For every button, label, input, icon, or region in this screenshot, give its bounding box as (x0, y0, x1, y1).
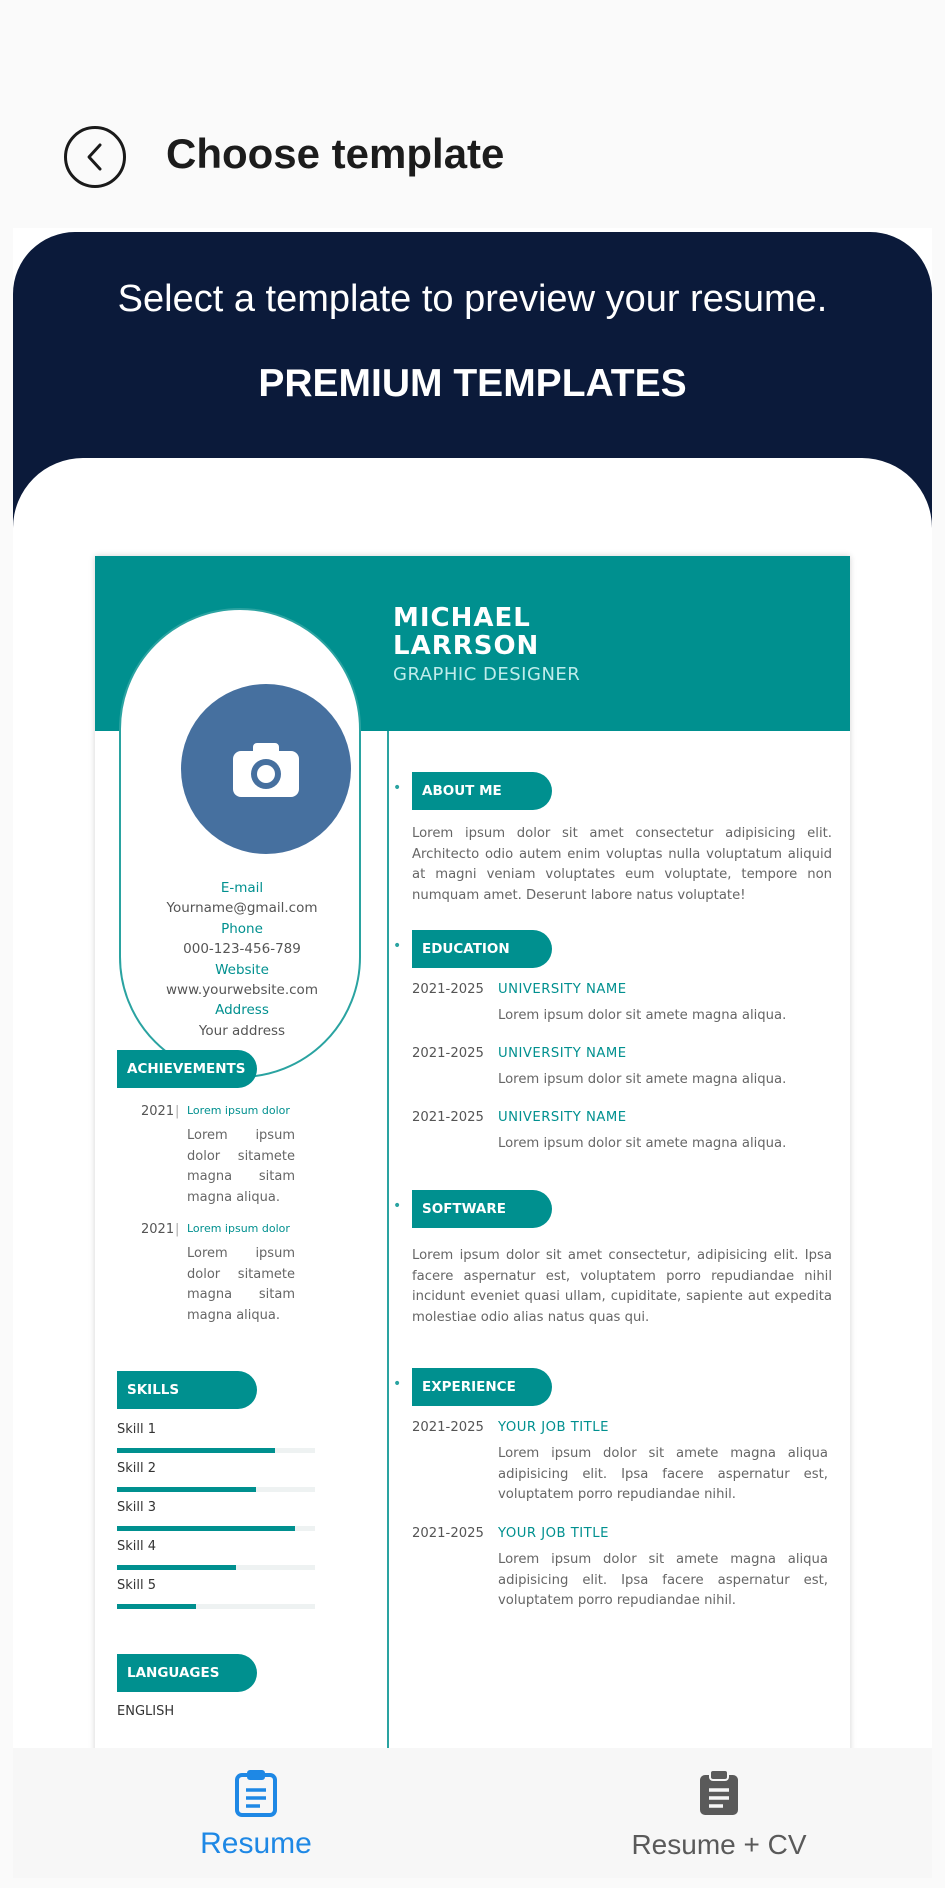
banner-heading: PREMIUM TEMPLATES (258, 362, 687, 405)
address-label: Address (215, 1002, 269, 1019)
clipboard-icon (234, 1768, 278, 1818)
skill-item (117, 1461, 315, 1476)
achievement-separator: | (175, 1222, 180, 1237)
software-text: Lorem ipsum dolor sit amet consectetur, adipisicing elit. Ipsa facere aspernatur est, voluptatem porro repudiandae nihil incidunt eveniet quasi ullam, cupiditate, sapiente aut expedita molestiae odio alias natus quas qui. (412, 1248, 832, 1325)
address-value: Your address (198, 1022, 286, 1039)
nav-resume-label: Resume (200, 1827, 312, 1860)
skill-bar (117, 1448, 315, 1453)
email-value: Yourname@gmail.com (166, 900, 318, 917)
education-desc: Lorem ipsum dolor sit amete magna aliqua. (498, 1008, 787, 1023)
app-screen (13, 90, 932, 1878)
language-item: ENGLISH (117, 1704, 175, 1719)
resume-name (393, 604, 539, 660)
section-about-title: ABOUT ME (412, 772, 552, 810)
section-skills-title: SKILLS (117, 1371, 257, 1409)
resume-template-preview[interactable] (95, 556, 850, 1833)
experience-job: YOUR JOB TITLE (498, 1526, 609, 1541)
bullet-dot: • (393, 1376, 402, 1392)
bullet-dot: • (393, 780, 402, 796)
contact-info (121, 878, 363, 1041)
skill-bar-fill (117, 1526, 295, 1531)
education-school: UNIVERSITY NAME (498, 982, 627, 997)
skill-item (117, 1422, 315, 1437)
phone-value: 000-123-456-789 (183, 941, 301, 958)
nav-resume-cv-label: Resume + CV (631, 1829, 807, 1860)
nav-resume-tab[interactable] (106, 1768, 406, 1861)
section-education-title: EDUCATION (412, 930, 552, 968)
section-languages-title: LANGUAGES (117, 1654, 257, 1692)
skill-label: Skill 2 (117, 1461, 157, 1476)
timeline-divider (387, 731, 389, 1833)
education-year: 2021-2025 (412, 1110, 484, 1125)
website-value: www.yourwebsite.com (166, 982, 318, 999)
achievement-year: 2021 (141, 1222, 175, 1237)
template-list[interactable] (13, 458, 932, 1833)
clipboard-filled-icon (697, 1768, 741, 1818)
resume-role: GRAPHIC DESIGNER (393, 664, 581, 685)
section-software-title: SOFTWARE (412, 1190, 552, 1228)
top-bar (13, 90, 932, 228)
section-achievements-title: ACHIEVEMENTS (117, 1050, 257, 1088)
skill-bar-fill (117, 1604, 196, 1609)
profile-photo (181, 684, 351, 854)
page-title: Choose template (166, 130, 505, 177)
resume-name-last: LARRSON (393, 631, 540, 661)
education-year: 2021-2025 (412, 1046, 484, 1061)
skill-bar-fill (117, 1565, 236, 1570)
skill-bar-fill (117, 1487, 256, 1492)
resume-name-first: MICHAEL (393, 603, 531, 633)
achievement-desc: Lorem ipsum dolor sitamete magna sitam magna aliqua. (187, 1128, 295, 1205)
bullet-dot: • (393, 1198, 402, 1214)
nav-resume-cv-tab[interactable] (569, 1768, 869, 1861)
bullet-dot: • (393, 938, 402, 954)
section-experience-title: EXPERIENCE (412, 1368, 552, 1406)
education-desc: Lorem ipsum dolor sit amete magna aliqua. (498, 1136, 787, 1151)
skill-bar-fill (117, 1448, 275, 1453)
achievement-separator: | (175, 1104, 180, 1119)
back-button[interactable] (64, 126, 126, 188)
skill-label: Skill 1 (117, 1422, 157, 1437)
achievement-headline: Lorem ipsum dolor (187, 1222, 290, 1235)
education-school: UNIVERSITY NAME (498, 1046, 627, 1061)
experience-desc: Lorem ipsum dolor sit amete magna aliqua adipisicing elit. Ipsa facere aspernatur est, voluptatem porro repudiandae nihil. (498, 1446, 828, 1502)
skill-item (117, 1578, 315, 1593)
contact-card (119, 608, 361, 1078)
skill-label: Skill 5 (117, 1578, 157, 1593)
achievement-year: 2021 (141, 1104, 175, 1119)
skill-label: Skill 4 (117, 1539, 157, 1554)
skill-bar (117, 1487, 315, 1492)
about-text: Lorem ipsum dolor sit amet consectetur adipisicing elit. Architecto odio autem enim voluptas nulla voluptatum aliquid at magni veniam voluptates eum voluptate, tempore non numquam amet. Deserunt labore natus voluptate! (412, 826, 832, 903)
chevron-left-icon (82, 141, 108, 173)
experience-year: 2021-2025 (412, 1420, 484, 1435)
phone-label: Phone (221, 920, 263, 937)
achievement-headline: Lorem ipsum dolor (187, 1104, 290, 1117)
skill-item (117, 1539, 315, 1554)
camera-icon (231, 739, 301, 799)
education-school: UNIVERSITY NAME (498, 1110, 627, 1125)
skill-item (117, 1500, 315, 1515)
experience-desc: Lorem ipsum dolor sit amete magna aliqua adipisicing elit. Ipsa facere aspernatur est, voluptatem porro repudiandae nihil. (498, 1552, 828, 1608)
bottom-navigation (13, 1748, 932, 1878)
achievement-desc: Lorem ipsum dolor sitamete magna sitam magna aliqua. (187, 1246, 295, 1323)
experience-job: YOUR JOB TITLE (498, 1420, 609, 1435)
skill-bar (117, 1565, 315, 1570)
banner-subtitle: Select a template to preview your resume. (117, 278, 828, 320)
email-label: E-mail (220, 880, 264, 896)
skill-bar (117, 1526, 315, 1531)
education-desc: Lorem ipsum dolor sit amete magna aliqua. (498, 1072, 787, 1087)
skill-bar (117, 1604, 315, 1609)
education-year: 2021-2025 (412, 982, 484, 997)
experience-year: 2021-2025 (412, 1526, 484, 1541)
skill-label: Skill 3 (117, 1500, 157, 1515)
website-label: Website (215, 961, 269, 978)
